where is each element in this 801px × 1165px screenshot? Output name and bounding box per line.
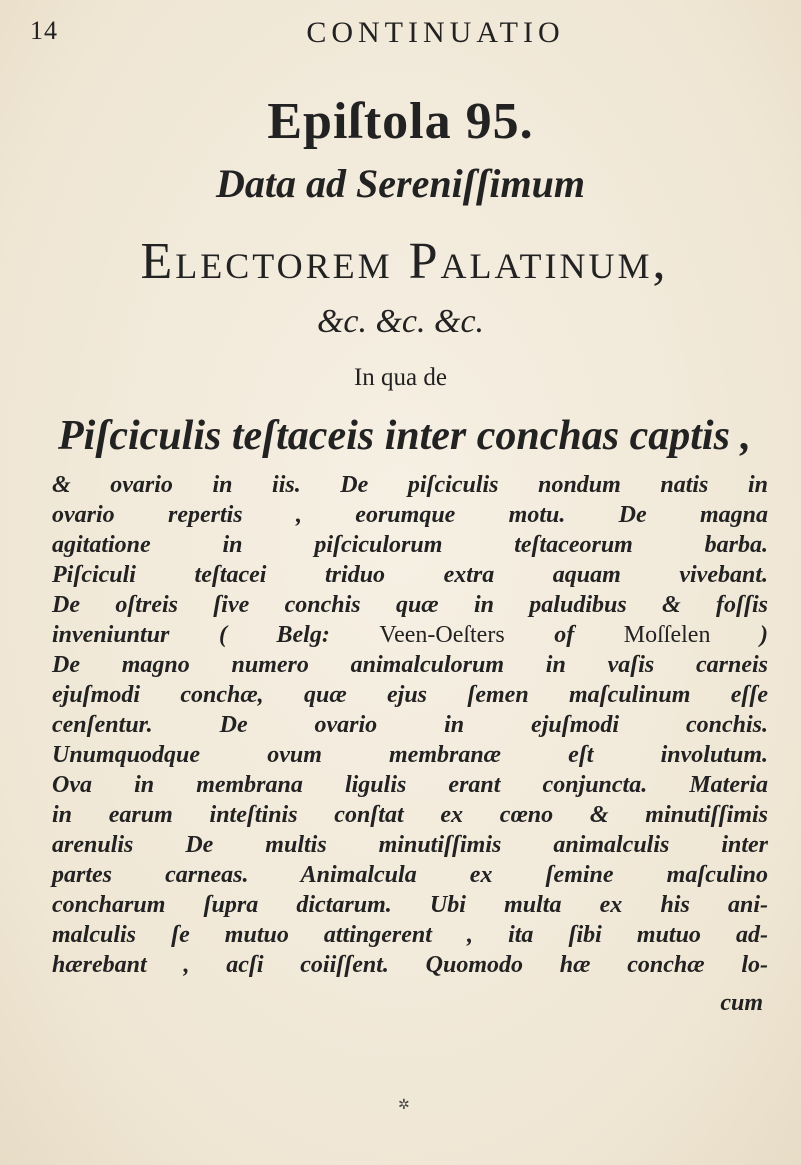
text-line: arenulis De multis minutiſſimis animalculis inter <box>52 832 768 858</box>
etcetera-line: &c. &c. &c. <box>316 303 485 340</box>
text-line: partes carneas. Animalcula ex ſemine maſculino <box>52 862 768 888</box>
text-line-belgian-names <box>52 620 768 650</box>
text-line: malculis ſe mutuo attingerent , ita ſibi mutuo ad- <box>52 922 768 948</box>
footer-ornament: ✲ <box>398 1098 410 1113</box>
page-number: 14 <box>30 16 58 45</box>
text-line: cenſentur. De ovario in ejuſmodi conchis. <box>52 712 768 738</box>
text-line: Ova in membrana ligulis erant conjuncta. Materia <box>52 772 768 798</box>
text-line: concharum ſupra dictarum. Ubi multa ex his ani- <box>52 892 768 918</box>
text-line: De oſtreis ſive conchis quæ in paludibus & foſſis <box>52 592 768 618</box>
text-line: agitatione in piſciculorum teſtaceorum barba. <box>52 532 768 558</box>
text-line: in earum inteſtinis conſtat ex cœno & minutiſſimis <box>52 802 768 828</box>
text-line: ovario repertis , eorumque motu. De magna <box>52 502 768 528</box>
text-line: hærebant , acſi coiiſſent. Quomodo hæ conchæ lo- <box>52 952 768 978</box>
text-fragment: inveniuntur ( Belg: <box>52 622 380 648</box>
text-line: & ovario in iis. De piſciculis nondum natis in <box>52 472 768 498</box>
in-qua-line: In qua de <box>353 364 448 391</box>
summary-text <box>52 470 768 980</box>
running-head <box>30 16 771 50</box>
vernacular-term: Veen-Oeſters <box>379 622 505 648</box>
recipient-title: Electorem Palatinum, <box>140 233 669 290</box>
dedication-line: Data ad Sereniſſimum <box>216 161 585 206</box>
text-fragment: ) <box>710 622 769 648</box>
subject-heading: Piſciculis teſtaceis inter conchas captis , <box>58 413 751 459</box>
text-line: ejuſmodi conchæ, quæ ejus ſemen maſculinum eſſe <box>52 682 768 708</box>
text-line: Piſciculi teſtacei triduo extra aquam vivebant. <box>52 562 768 588</box>
text-line: De magno numero animalculorum in vaſis carneis <box>52 652 768 678</box>
running-title: CONTINUATIO <box>306 16 565 49</box>
text-fragment: of <box>504 622 624 648</box>
vernacular-term: Moſſelen <box>623 622 711 648</box>
text-line: Unumquodque ovum membranæ eſt involutum. <box>52 742 768 768</box>
catchword: cum <box>720 990 763 1016</box>
epistle-title: Epiſtola 95. <box>267 93 534 150</box>
